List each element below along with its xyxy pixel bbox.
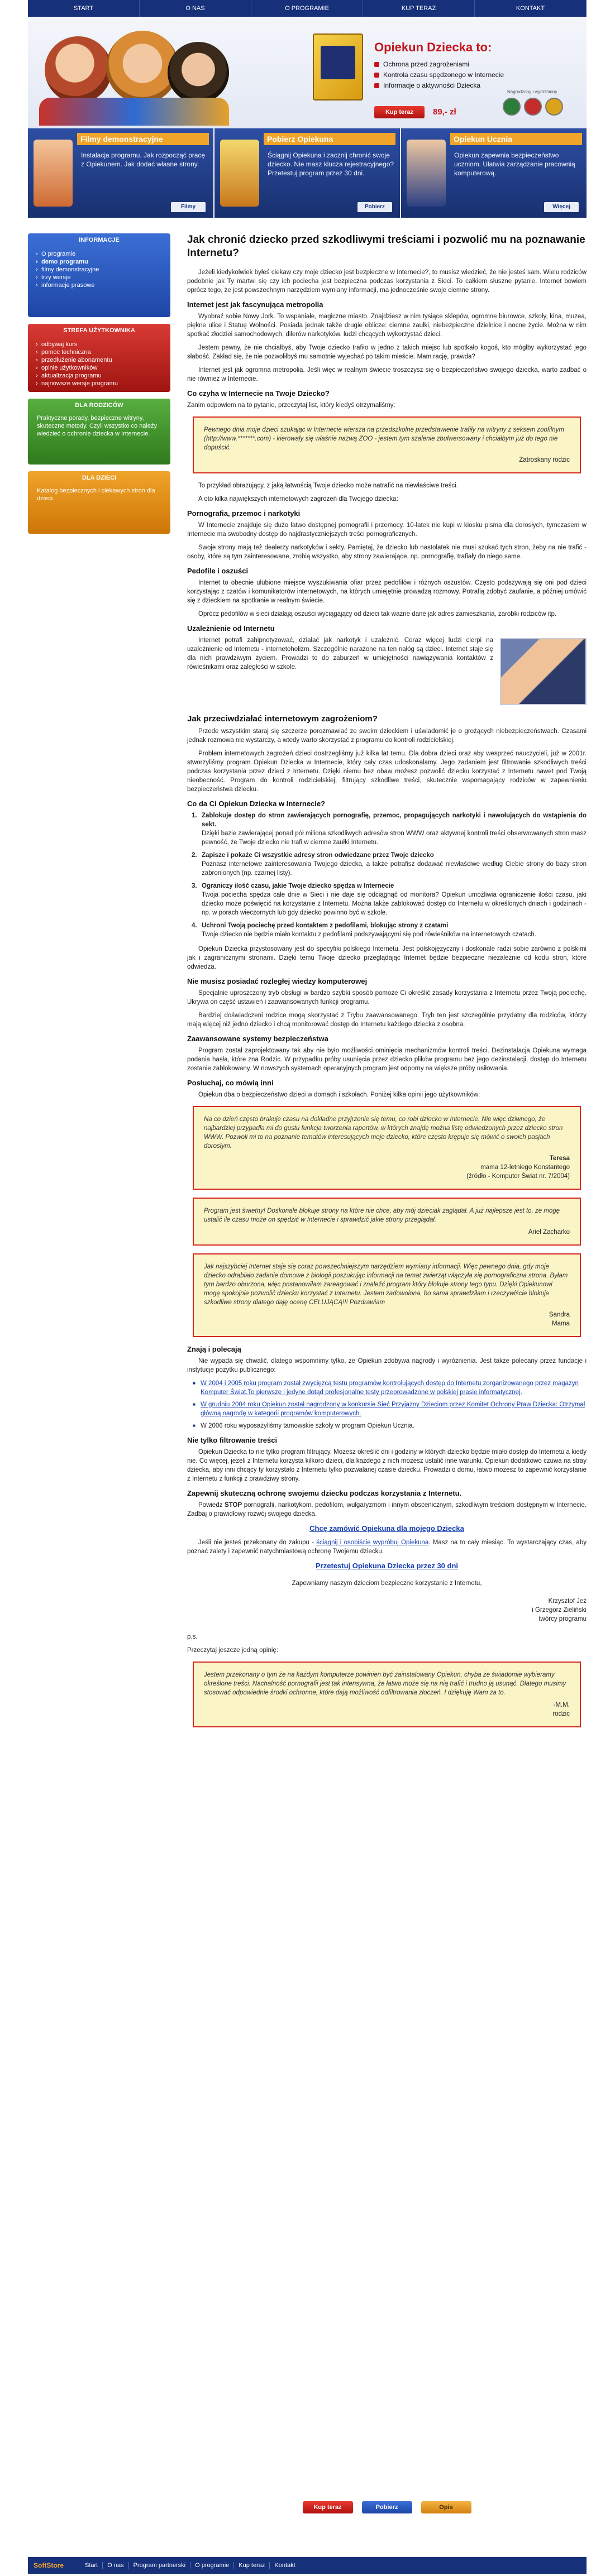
testimonial-author: Sandra (549, 1311, 570, 1318)
benefit-item (192, 811, 587, 847)
banner-text: Ściągnij Opiekuna i zacznij chronić swoje dziecko. Nie masz klucza rejestracyjnego? Przetestuj program przez 30 dni. (268, 151, 394, 177)
paragraph (187, 1538, 587, 1556)
paragraph: Internet to obecnie ulubione miejsce wyszukiwania ofiar przez pedofilów i różnych oszustów. Często podszywają się oni pod dzieci korzystając z czatów i komunikatorów internetowych, na których umiejętnie prowadzą rozmowy. Potrafią zdobyć zaufanie, a później umówić się z dzieckiem na spotkanie w realnym świecie. (187, 580, 587, 604)
testimonial-signature (204, 1701, 570, 1718)
sidebar-link[interactable]: › demo programu (36, 258, 163, 266)
banner-videos-button[interactable]: Filmy (171, 202, 206, 212)
author-name: i Grzegorz Zieliński (532, 1607, 587, 1613)
testimonial-box (193, 1106, 581, 1190)
testimonial-author: Ariel Zacharko (528, 1229, 570, 1236)
benefit-text: Poznasz internetowe zainteresowania Twojego dziecka, a także potrafisz dodawać niewłaściwe według Ciebie strony do bazy stron zabronionych (np. czarnej listy). (202, 861, 587, 877)
paragraph: Jestem pewny, że nie chciałbyś, aby Twoje dziecko trafiło w jedno z takich miejsc lub spotkało kogoś, kto mógłby wykorzystać jego słabość. Zakład się, że nie pozwoliłbyś mu samotnie wyjechać po takim mieście. Mam rację, prawda? (187, 344, 587, 360)
sidebar (28, 233, 170, 540)
hero-feature: Informacje o aktywności Dziecka (374, 80, 504, 91)
top-navigation (28, 0, 587, 17)
paragraph: Opiekun Dziecka to nie tylko program filtrujący. Możesz określić dni i godziny w których dziecko będzie miało dostęp do Internetu a kiedy nie. Co więcej, jeżeli z Internetu korzysta kilkoro dzieci, dla każdego z nich możesz ustalić inne warunki. Opiekun dodatkowo czuwa na stray dziecka, aby inni chcący ty korzystało z Internetu tylko pozwalanej czasie dziecku. Prowadzi o domu, łatwo możesz to zapewnić korzystanie z Internetu z funkcji z prawdziwy strony. (187, 1449, 587, 1482)
hero-kids-photo (39, 25, 229, 126)
footer-logo[interactable]: SoftStore (34, 2561, 64, 2569)
child-at-computer-photo (500, 638, 587, 705)
award-badge-icon (545, 98, 563, 116)
benefit-heading: Zapisze i pokaże Ci wszystkie adresy stron odwiedzane przez Twoje dziecko (202, 852, 434, 859)
text-fragment: Powiedz (198, 1502, 225, 1509)
section-heading: Co czyha w Internecie na Twoje Dziecko? (187, 389, 330, 398)
nav-buy[interactable]: KUP TERAZ (363, 0, 475, 17)
paragraph: Jeżeli kiedykolwiek byłeś ciekaw czy moje dziecko jest bezpieczne w Internecie?, to musisz wiedzieć, że nie jesteś sam. Wielu rodziców podobnie jak Ty martwi się czy ich pociecha jest bezpieczna podczas korzystania z Sieci. To całkiem słuszne pytanie. Internet bowiem oprócz tego, że jest powszechnym narzędziem wymiany informacji, ma jednocześnie swoje ciemne strony. (187, 269, 587, 294)
sidebar-user-box (28, 324, 170, 392)
testimonial-author-role: mama 12-letniego Konstantego (480, 1164, 570, 1171)
testimonial-box (193, 1662, 581, 1727)
footer (28, 2557, 587, 2574)
sidebar-user-list (28, 337, 170, 392)
item-number: 4. (192, 922, 197, 929)
section-heading: Zaawansowane systemy bezpieczeństwa (187, 1035, 328, 1043)
nav-about[interactable]: O NAS (140, 0, 251, 17)
testimonial-author: Teresa (549, 1155, 570, 1162)
testimonial-signature: Zatroskany rodzic (519, 457, 570, 463)
testimonial-signature (204, 1310, 570, 1328)
benefit-text: Twoja pociecha spędza całe dnie w Sieci i nie daje się odciągnąć od monitora? Opiekun umożliwia ograniczenie ilości czasu, jaki dziecko może poświęcić na korzystanie z Internetu. Można także zablokować dostęp do Internetu w określonych dniach i godzinach - np. w porach wieczornych lub gdy dziecko powinno być w szkole. (202, 892, 587, 916)
sidebar-parents-text: Praktyczne porady, bezpieczne witryny, skuteczne metody. Czyli wszystko co należy wiedzieć o ochronie dziecka w Internecie. (37, 415, 157, 437)
order-link[interactable]: Chcę zamówić Opiekuna dla mojego Dziecka (309, 1524, 464, 1533)
footer-link-buy[interactable]: Kup teraz (234, 2562, 270, 2569)
stop-emphasis: STOP (225, 1502, 242, 1509)
paragraph: Bardziej doświadczeni rodzice mogą skorzystać z Trybu zaawansowanego. Tryb ten jest szczególnie przydatny dla rodziców, którzy mają więcej niż jedno dziecko i chcą monitorować dostęp do Internetu każdego dziecka z osobna. (187, 1012, 587, 1028)
testimonial-source: (źródło - Komputer Świat nr. 7/2004) (466, 1173, 570, 1180)
hero-header (28, 17, 587, 128)
paragraph: Program został zaprojektowany tak aby nie było możliwości ominięcia mechanizmów kontroli treści. Dezinstalacja Opiekuna wymaga podania hasła, które zna Rodzic. W przypadku próby usunięcia przez dziecko plików programu bez jego dezinstalacji, dostęp do Internetu zostanie zablokowany. W nowszych systemach operacyjnych program jest odporny na większe próby usiłowania. (187, 1047, 587, 1072)
awards-list (187, 1379, 587, 1430)
section-heading: Jak przeciwdziałać internetowym zagrożeniom? (187, 714, 378, 724)
testimonial-signature (204, 1154, 570, 1181)
footer-link-start[interactable]: Start (80, 2562, 103, 2569)
sidebar-link[interactable]: › informacje prasowe (36, 281, 163, 289)
paragraph: Opiekun dba o bezpieczeństwo dzieci w domach i szkołach. Poniżej kilka opinii jego użytkowników: (198, 1091, 480, 1098)
benefit-text: Dzięki bazie zawierającej ponad pół miliona szkodliwych adresów stron WWW oraz aktywnej kontroli treści obserwowanych stron masz pewność, że Twoje dziecko nie trafi w ciemne zaułki Internetu. (202, 830, 587, 846)
testimonial-box (193, 416, 581, 473)
section-heading: Pedofile i oszuści (187, 567, 249, 575)
footer-link-about[interactable]: O nas (103, 2562, 128, 2569)
sidebar-box-title: DLA RODZICÓW (75, 402, 123, 409)
site-wrapper (28, 0, 587, 2576)
footer-link-program[interactable]: O programie (190, 2562, 234, 2569)
paragraph: Nie wypada się chwalić, dlatego wspomnimy tylko, że Opiekun zdobywa nagrody i wyróżnienia. Jest także polecany przez fundacje i instytucje pożytku publicznego: (187, 1358, 587, 1373)
sidebar-link[interactable]: › aktualizacja programu (36, 372, 163, 380)
testimonial-text: Program jest świetny! Doskonale blokuje strony na które nie chce, aby mój dzieciak zaglądał. A już najlepsze jest to, że mogę ustalić ile czasu może on spędzić w Internecie i sprawdzić jakie strony przeglądał. (204, 1208, 560, 1223)
benefit-heading: Zablokuje dostęp do stron zawierających pornografię, przemoc, propagujących narkotyki i nawołujących do wstąpienia do sekt. (202, 812, 587, 828)
trial-link-row (187, 1562, 587, 1570)
text-fragment: pornografii, narkotykom, pedofilom, wulgaryzmom i innym obscenicznym, szkodliwym treściom dostępnym w Internecie. Zadbaj o prawidłowy rozwój swojego dziecka. (187, 1502, 587, 1517)
award-badge-icon (503, 98, 521, 116)
paragraph: Przede wszystkim staraj się szczerze porozmawiać ze swoim dzieckiem i uświadomić je o grożących niebezpieczeństwach. Czasami jednak rozmowa nie wystarczy, a wtedy warto skorzystać z programu do kontroli rodzicielskiej. (187, 728, 587, 744)
paragraph: Internet potrafi zahipnotyzować, działać jak narkotyk i uzależnić. Coraz więcej ludzi cierpi na uzależnienie od Internetu - internetoholizm. Szczególnie narażone na ten nałóg są dzieci. Internet staje się dla nich prawdziwym życiem. Prowadzi to do zaburzeń w umiejętności nawiązywania kontaktów z rówieśnikami oraz zaległości w szkole. (187, 637, 493, 671)
testimonial-box (193, 1198, 581, 1246)
item-number: 2. (192, 852, 197, 859)
banner-title: Filmy demonstracyjne (77, 133, 209, 145)
page-title: Jak chronić dziecko przed szkodliwymi treściami i pozwolić mu na poznawanie Internetu? (187, 234, 585, 259)
testimonial-author: -M.M. (553, 1702, 570, 1708)
testimonial-author-role: rodzic (552, 1711, 570, 1717)
banner-download (214, 128, 401, 218)
benefit-heading: Ograniczy ilość czasu, jakie Twoje dziecko spędza w Internecie (202, 883, 394, 889)
section-heading: Znają i polecają (187, 1345, 241, 1353)
section-heading: Zapewnij skuteczną ochronę swojemu dziecku podczas korzystania z Internetu. (187, 1489, 462, 1497)
text-fragment: Jeśli nie jesteś przekonany do zakupu - (198, 1539, 317, 1546)
benefit-text: Twoje dziecko nie będzie miało kontaktu z pedofilami podszywającymi się pod rówieśników na internetowych czatach. (202, 931, 536, 938)
sidebar-link[interactable]: › filmy demonstracyjne (36, 266, 163, 274)
sidebar-link[interactable]: › O programie (36, 250, 163, 258)
section-heading: Pornografia, przemoc i narkotyki (187, 509, 301, 518)
paragraph: To przykład obrazujący, z jaką łatwością Twoje dziecko może natrafić na niewłaściwe treści. (198, 482, 458, 489)
benefit-heading: Uchroni Twoją pociechę przed kontaktem z pedofilami, blokując strony z czatami (202, 922, 449, 929)
banner-title: Opiekun Ucznia (450, 133, 582, 145)
sidebar-link[interactable]: › opinie użytkowników (36, 364, 163, 372)
paragraph: Oprócz pedofilów w sieci działają oszuści wyciągający od dzieci tak ważne dane jak adres zamieszkania, zarobki rodziców itp. (198, 611, 557, 617)
sidebar-box-title: DLA DZIECI (82, 475, 117, 481)
testimonial-author-role: Mama (552, 1320, 570, 1327)
ps-label: p.s. (187, 1634, 198, 1640)
paragraph: W Internecie znajduje się dużo łatwo dostępnej pornografii i przemocy. 10-latek nie kupi w kiosku pisma dla dorosłych, tymczasem w Internecie ma swobodny dostęp do najdrastyczniejszych treści pornograficznych. (187, 522, 587, 538)
hero-buy-button[interactable]: Kup teraz (374, 106, 425, 118)
trial-30-days-link[interactable]: Przetestuj Opiekuna Dziecka przez 30 dni (315, 1562, 459, 1570)
child-photo (168, 42, 229, 103)
testimonial-text: Na co dzień często brakuje czasu na dokładne przyjrzenie się temu, co robi dziecko w Internecie. Nie więc dziwnego, że najbardziej przypadła mi do gustu funkcja tworzenia raportów, w których znajdę można listę odwiedzonych przez dziecko stron WWW. Pozwoli mi to na poznanie tematów interesujących moje dziecko, które często krępuje się mówić o swoich pasjach dorosłym. (204, 1116, 563, 1150)
testimonial-text: Jak najszybciej Internet staje się coraz powszechniejszym narzędziem wymiany informacji. Więc pewnego dnia, gdy moje dziecko odrabiało zadanie domowe z biologii poszukując informacji na temat zwierząt włączyła się pornograficzna strona. Byłam tym bardzo oburzona, więc postanowiłam zareagować i znaleźć program który blokuje strony tego typu. Dzięki Opiekunowi mogę spokojnie pozwolić dziecku korzystać z Internetu. Jestem zadowolona, bo sama sprawdziłam i rzeczywiście blokuje szkodliwe strony dlatego daję ocenę CELUJĄCĄ!!! Pozdrawiam (204, 1263, 568, 1306)
section-heading: Internet jest jak fascynująca metropolia (187, 300, 323, 309)
banner-photo (34, 140, 73, 207)
bottom-download-button[interactable]: Pobierz (362, 2501, 412, 2513)
authors-signature (187, 1597, 587, 1624)
section-heading: Nie tylko filtrowanie treści (187, 1436, 278, 1444)
nav-start[interactable]: START (28, 0, 140, 17)
banner-photo (407, 140, 446, 207)
nav-contact[interactable]: KONTAKT (475, 0, 587, 17)
author-role: twórcy programu (538, 1616, 587, 1622)
award-item (201, 1379, 587, 1397)
ps-text: Przeczytaj jeszcze jedną opinię: (187, 1647, 278, 1654)
promo-banners (28, 128, 587, 218)
footer-link-partner[interactable]: Program partnerski (129, 2562, 191, 2569)
testimonial-box (193, 1253, 581, 1337)
hero-price: 89,- zł (433, 107, 456, 117)
awards-label: Nagrodzony i wyróżniony (507, 89, 557, 94)
sidebar-info-list (28, 247, 170, 295)
paragraph: A oto kilka największych internetowych zagrożeń dla Twojego dziecka: (198, 496, 398, 502)
hero-feature: Kontrola czasu spędzonego w Internecie (374, 70, 504, 80)
hero-title: Opiekun Dziecka to: (374, 40, 492, 54)
sidebar-box-title: STREFA UŻYTKOWNIKA (63, 327, 135, 334)
testimonial-text: Jestem przekonany o tym że na każdym komputerze powinien być zainstalowany Opiekun, chyba że świadomie wybieramy określone treści. Nachalność pornografii jest tak intensywna, że łatwo może się na nią trafić i trudno ją usunąć. Dlatego musimy stosować odpowiednie środki ochronne, które dają możliwość odfiltrowania złoczeń. I dziękuję Wam za to. (204, 1672, 566, 1696)
bottom-buy-button[interactable]: Kup teraz (303, 2501, 353, 2513)
sidebar-kids-box[interactable] (28, 471, 170, 534)
nav-program[interactable]: O PROGRAMIE (251, 0, 363, 17)
award-badge-icon (524, 98, 542, 116)
award-link[interactable]: W grudniu 2004 roku Opiekun został nagrodzony w konkursie Sieć Przyjazny Dzieciom przez Komitet Ochrony Praw Dziecka: Otrzymał główną nagrodę w kategorii programów komputerowych. (201, 1401, 585, 1417)
section-heading: Nie musisz posiadać rozległej wiedzy komputerowej (187, 977, 368, 985)
banner-text: Instalacja programu. Jak rozpocząć pracę z Opiekunem. Jak dodać własne strony. (81, 151, 206, 168)
item-number: 1. (192, 812, 197, 819)
benefit-item (192, 851, 587, 878)
download-trial-link[interactable]: ściągnij i osobiście wypróbuj Opiekuna (316, 1539, 429, 1546)
sidebar-info-box (28, 233, 170, 317)
bottom-description-button[interactable]: Opis (421, 2501, 471, 2513)
section-heading: Uzależnienie od Internetu (187, 624, 275, 633)
closing-line: Zapewniamy naszym dzieciom bezpieczne korzystanie z Internetu, (292, 1580, 482, 1587)
bottom-actions (187, 2501, 587, 2513)
children-clothes (39, 98, 229, 126)
benefits-list (187, 811, 587, 939)
benefit-item (192, 921, 587, 939)
sidebar-link[interactable]: › odbywaj kurs (36, 341, 163, 348)
section-heading: Posłuchaj, co mówią inni (187, 1079, 274, 1087)
banner-demo-videos (28, 128, 214, 218)
testimonial-text: Pewnego dnia moje dzieci szukając w Internecie wiersza na przedszkolne przedstawienie trafiły na witryny z seksem zoofilnym (http://www.*******.com) - kierowały się właśnie nazwą ZOO - jestem tym szalenie zbulwersowany i chciałbym już do tego nie dopuścić. (204, 427, 564, 451)
paragraph: Opiekun Dziecka przystosowany jest do specyfiki polskiego Internetu. Jest polskojęzyczny i doskonale radzi sobie zarówno z polskimi jak i zagranicznymi stronami. Dzięki temu Twoje dziecko przeglądając Internet będzie bezpieczne niezależnie od kodu stron, które odwiedza. (187, 946, 587, 970)
sidebar-link[interactable]: › pomoc techniczna (36, 348, 163, 356)
award-item (201, 1400, 587, 1418)
paragraph: Swoje strony mają też dealerzy narkotyków i sekty. Pamiętaj, że dziecko lub nastolatek nie musi szukać tych stron, żeby na nie trafić - osoby, które są tym zainteresowane, zrobią wszystko, aby strony zawierające, np. pornografię, trafiały do niego same. (187, 544, 587, 560)
banner-download-button[interactable]: Pobierz (357, 202, 392, 212)
sidebar-link[interactable]: › przedłużenie abonamentu (36, 356, 163, 364)
product-box-image (313, 33, 363, 100)
banner-text: Opiekun zapewnia bezpieczeństwo uczniom. Ułatwia zarządzanie pracownią komputerową. (454, 151, 575, 177)
award-item: ■ W 2006 roku wyposażyliśmy tamowskie szkoły w program Opiekun Ucznia. (201, 1421, 587, 1430)
text-fragment: . Masz na to cały miesiąc. To wystarczający czas, aby poznać zalety i zapewnić natychmiastową ochronę Twojemu dziecku. (187, 1539, 587, 1555)
main-content (187, 233, 587, 1735)
paragraph: Internet jest jak ogromna metropolia. Jeśli więc w realnym świecie troszczysz się o bezpieczeństwo swojego dziecka, warto zadbać o nie również w Internecie. (187, 367, 587, 382)
banner-student-guardian (401, 128, 587, 218)
banner-photo (220, 140, 259, 207)
author-name: Krzysztof Jeż (548, 1598, 587, 1605)
hero-feature: Ochrona przed zagrożeniami (374, 59, 504, 70)
paragraph: Problem internetowych zagrożeń dzieci dostrzegliśmy już kilka lat temu. Dla dobra dzieci oraz aby wesprzeć nauczycieli, już w 2001r. stworzyliśmy program Opiekun Dziecka w Internecie, który cały czas udoskonalamy. Jego zadaniem jest filtrowanie szkodliwych treści podczas korzystania przez dzieci z Internetu. Dzięki niemu bez obaw możesz pozwolić dziecku korzystać z Internetu nawet pod Twoją nieobecność. Program do kontroli rodzicielskiej, filtrujący szkodliwe treści, skutecznie wspomagający rodziców w zapewnieniu bezpieczeństwa dziecku. (187, 750, 587, 793)
footer-link-contact[interactable]: Kontakt (274, 2562, 295, 2569)
order-link-row (187, 1524, 587, 1533)
paragraph: Specjalnie uproszczony tryb obsługi w bardzo szybki sposób pomoże Ci określić zasady korzystania z Internetu przez Twoją pociechę. Ukrywa on część ustawień i zaawansowanych funkcji programu. (187, 990, 587, 1005)
sidebar-kids-text: Katalog bezpiecznych i ciekawych stron dla dzieci. (37, 487, 155, 502)
child-photo (45, 36, 112, 103)
sidebar-link[interactable]: › najnowsze wersje programu (36, 380, 163, 387)
paragraph (187, 1501, 587, 1519)
item-number: 3. (192, 883, 197, 889)
paragraph: Wyobraź sobie Nowy Jork. To wspaniałe, magiczne miasto. Znajdziesz w nim tysiące sklepów, ogromne biurowce, szkoły, kina, muzea, piękne ulice i Statuę Wolności. Posiada jednak także drugie oblicze: ciemne zaułki, niebezpieczne dzielnice i nocne życie. Można w nim spotkać złodziei samochodowych, dilerów narkotyków, ludzi chcących wykorzystać dzieci. (187, 313, 587, 338)
paragraph: Zanim odpowiem na to pytanie, przeczytaj list, który kiedyś otrzymaliśmy: (187, 402, 395, 409)
hero-feature-list (374, 59, 504, 91)
banner-more-button[interactable]: Więcej (544, 202, 579, 212)
banner-title: Pobierz Opiekuna (264, 133, 395, 145)
award-link[interactable]: W 2004 i 2005 roku program został zwycięzcą testu programów kontrolujących dostęp do Internetu zorganizowanego przez magazyn Komputer Świat.To pierwsze i jedyne dotąd profesjonalne testy przeprowadzone w polskiej prasie informatycznej. (201, 1380, 579, 1396)
benefit-item (192, 882, 587, 917)
sidebar-link[interactable]: › trzy wersje (36, 274, 163, 281)
sidebar-box-title: INFORMACJE (79, 237, 120, 243)
section-heading: Co da Ci Opiekun Dziecka w Internecie? (187, 799, 326, 808)
sidebar-parents-box[interactable] (28, 399, 170, 465)
